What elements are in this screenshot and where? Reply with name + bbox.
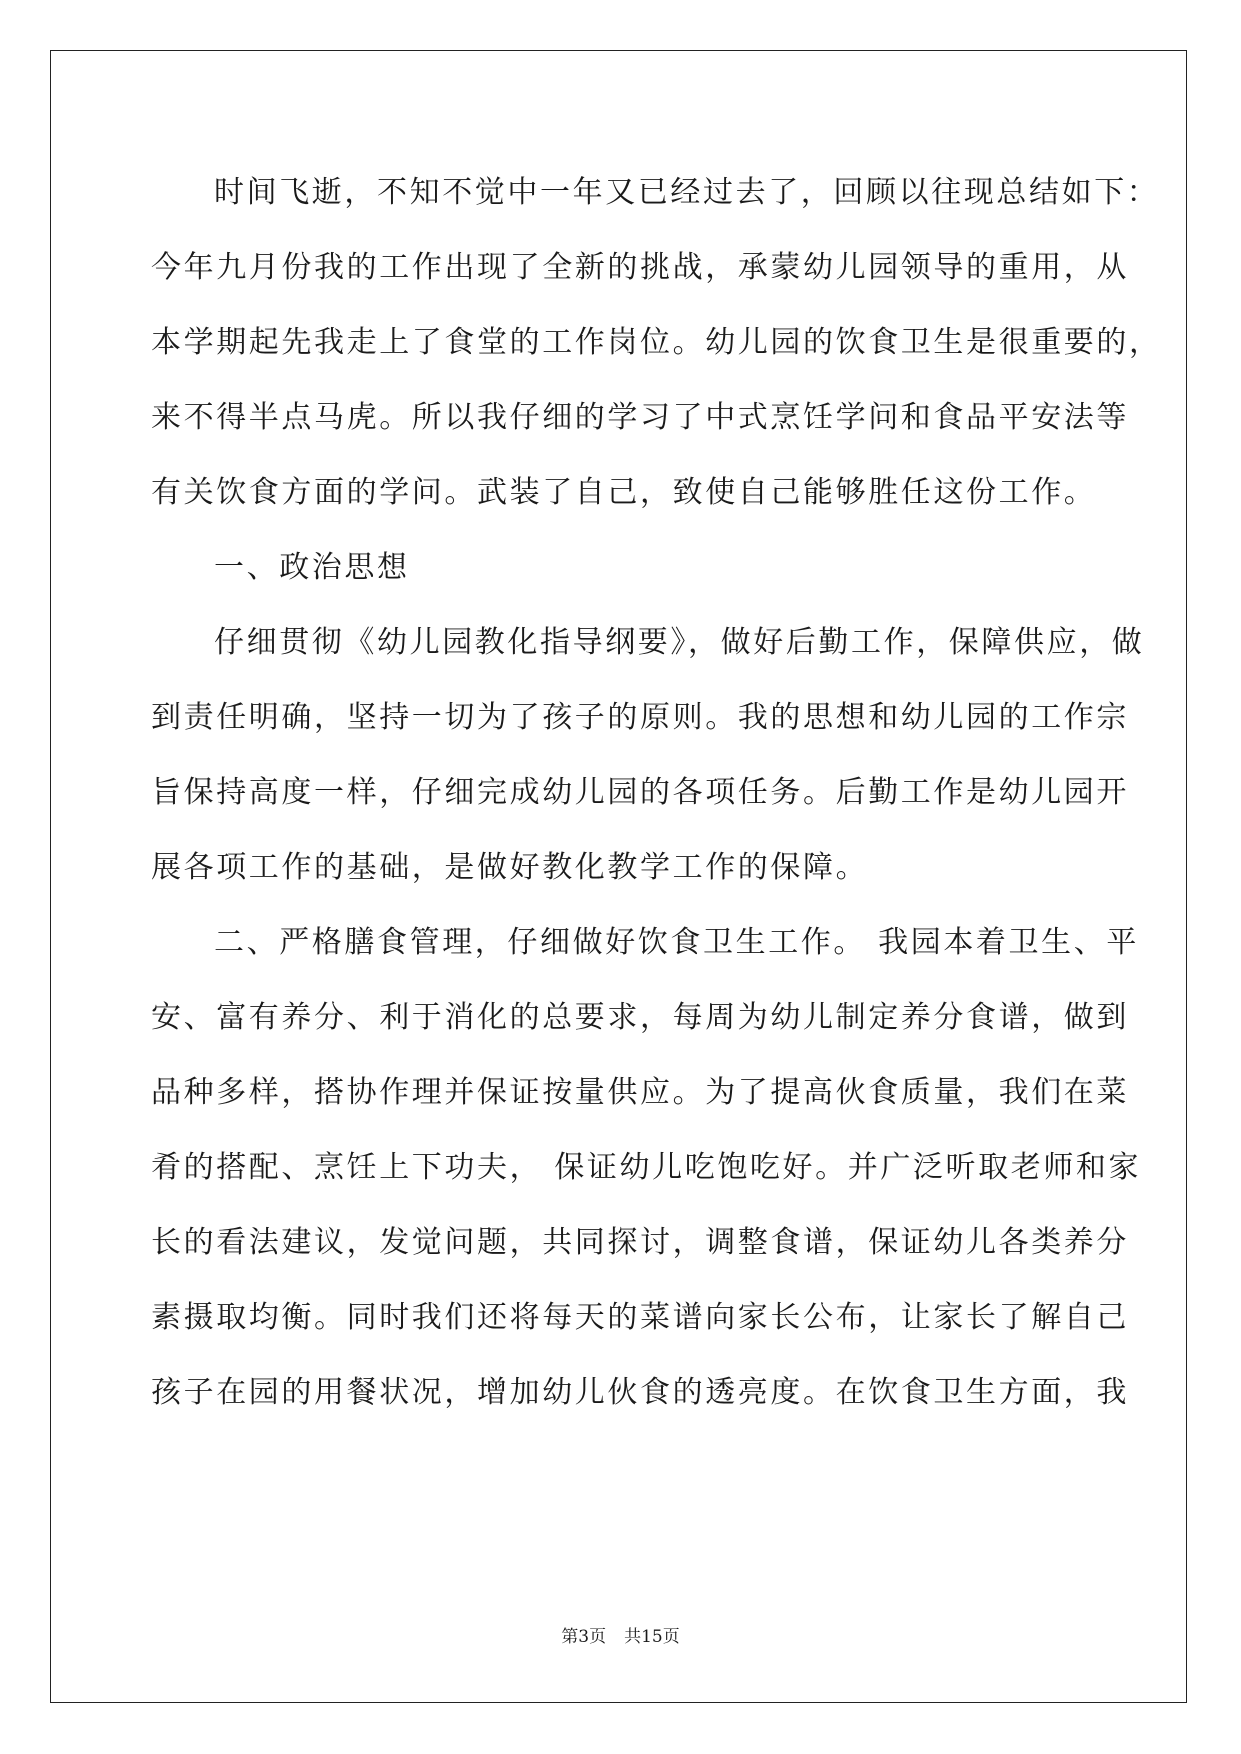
paragraph-line: 孩子在园的用餐状况，增加幼儿伙食的透亮度。在饮食卫生方面，我 — [151, 1375, 1129, 1410]
paragraph-line: 长的看法建议，发觉问题，共同探讨，调整食谱，保证幼儿各类养分 — [151, 1225, 1129, 1260]
paragraph-line: 素摄取均衡。同时我们还将每天的菜谱向家长公布，让家长了解自己 — [151, 1300, 1129, 1335]
paragraph-line: 二、严格膳食管理，仔细做好饮食卫生工作。 我园本着卫生、平 — [214, 925, 1139, 960]
page-number: 第3页 — [561, 1627, 607, 1647]
paragraph-line: 时间飞逝，不知不觉中一年又已经过去了，回顾以往现总结如下： — [214, 175, 1160, 210]
paragraph-line: 本学期起先我走上了食堂的工作岗位。幼儿园的饮食卫生是很重要的， — [151, 325, 1162, 360]
page-total: 共15页 — [624, 1627, 680, 1647]
section-heading: 一、政治思想 — [214, 550, 410, 585]
paragraph-line: 旨保持高度一样，仔细完成幼儿园的各项任务。后勤工作是幼儿园开 — [151, 775, 1129, 810]
paragraph-line: 安、富有养分、利于消化的总要求，每周为幼儿制定养分食谱，做到 — [151, 1000, 1129, 1035]
page-footer — [0, 1622, 1241, 1647]
paragraph-line: 到责任明确，坚持一切为了孩子的原则。我的思想和幼儿园的工作宗 — [151, 700, 1129, 735]
paragraph-line: 展各项工作的基础，是做好教化教学工作的保障。 — [151, 850, 869, 885]
paragraph-line: 仔细贯彻《幼儿园教化指导纲要》，做好后勤工作，保障供应，做 — [214, 625, 1145, 660]
paragraph-line: 来不得半点马虎。所以我仔细的学习了中式烹饪学问和食品平安法等 — [151, 400, 1129, 435]
paragraph-line: 肴的搭配、烹饪上下功夫， 保证幼儿吃饱吃好。并广泛听取老师和家 — [151, 1150, 1142, 1185]
paragraph-line: 有关饮食方面的学问。武装了自己，致使自己能够胜任这份工作。 — [151, 475, 1097, 510]
paragraph-line: 今年九月份我的工作出现了全新的挑战，承蒙幼儿园领导的重用，从 — [151, 250, 1129, 285]
paragraph-line: 品种多样，搭协作理并保证按量供应。为了提高伙食质量，我们在菜 — [151, 1075, 1129, 1110]
